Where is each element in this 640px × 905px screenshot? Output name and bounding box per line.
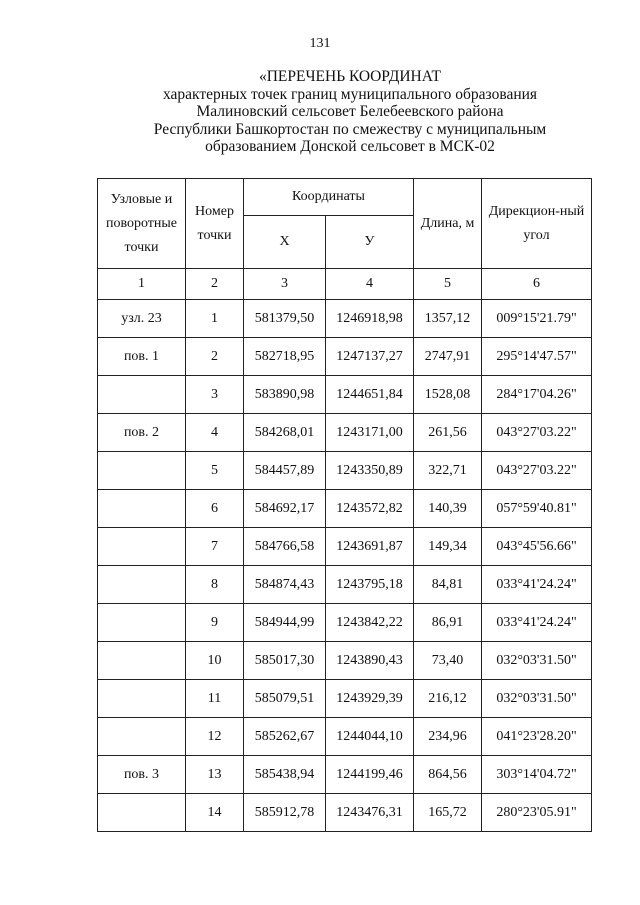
direction-angle-cell: 280°23'05.91" xyxy=(482,794,592,832)
length-cell: 2747,91 xyxy=(414,338,482,376)
length-cell: 86,91 xyxy=(414,604,482,642)
coordinates-table xyxy=(97,178,592,832)
header-point-number: Номер точки xyxy=(186,179,244,269)
direction-angle-cell: 033°41'24.24" xyxy=(482,566,592,604)
table-row xyxy=(98,680,592,718)
table-row xyxy=(98,718,592,756)
direction-angle-cell: 043°27'03.22" xyxy=(482,414,592,452)
header-direction-angle: Дирекцион-ный угол xyxy=(482,179,592,269)
length-cell: 1528,08 xyxy=(414,376,482,414)
column-number: 1 xyxy=(98,269,186,300)
column-number: 6 xyxy=(482,269,592,300)
table-row xyxy=(98,794,592,832)
document-heading xyxy=(100,68,600,156)
point-number-cell: 3 xyxy=(186,376,244,414)
x-coordinate-cell: 585017,30 xyxy=(244,642,326,680)
node-cell xyxy=(98,528,186,566)
y-coordinate-cell: 1243842,22 xyxy=(326,604,414,642)
y-coordinate-cell: 1244044,10 xyxy=(326,718,414,756)
x-coordinate-cell: 584692,17 xyxy=(244,490,326,528)
table-row xyxy=(98,604,592,642)
page-number: 131 xyxy=(309,36,331,51)
y-coordinate-cell: 1243350,89 xyxy=(326,452,414,490)
table-row xyxy=(98,338,592,376)
direction-angle-cell: 043°27'03.22" xyxy=(482,452,592,490)
table-row xyxy=(98,756,592,794)
table-row xyxy=(98,528,592,566)
x-coordinate-cell: 583890,98 xyxy=(244,376,326,414)
point-number-cell: 11 xyxy=(186,680,244,718)
column-number-row xyxy=(98,269,592,300)
header-node-points: Узловые и поворотные точки xyxy=(98,179,186,269)
node-cell xyxy=(98,376,186,414)
column-number: 2 xyxy=(186,269,244,300)
node-cell xyxy=(98,490,186,528)
direction-angle-cell: 032°03'31.50" xyxy=(482,680,592,718)
point-number-cell: 8 xyxy=(186,566,244,604)
point-number-cell: 5 xyxy=(186,452,244,490)
y-coordinate-cell: 1243572,82 xyxy=(326,490,414,528)
point-number-cell: 14 xyxy=(186,794,244,832)
x-coordinate-cell: 585079,51 xyxy=(244,680,326,718)
header-length: Длина, м xyxy=(414,179,482,269)
y-coordinate-cell: 1244651,84 xyxy=(326,376,414,414)
x-coordinate-cell: 585438,94 xyxy=(244,756,326,794)
node-cell xyxy=(98,718,186,756)
table-row xyxy=(98,414,592,452)
y-coordinate-cell: 1243476,31 xyxy=(326,794,414,832)
x-coordinate-cell: 585262,67 xyxy=(244,718,326,756)
node-cell: пов. 3 xyxy=(98,756,186,794)
direction-angle-cell: 033°41'24.24" xyxy=(482,604,592,642)
direction-angle-cell: 303°14'04.72" xyxy=(482,756,592,794)
node-cell xyxy=(98,642,186,680)
length-cell: 216,12 xyxy=(414,680,482,718)
point-number-cell: 9 xyxy=(186,604,244,642)
point-number-cell: 1 xyxy=(186,300,244,338)
length-cell: 261,56 xyxy=(414,414,482,452)
header-x: Х xyxy=(244,216,326,269)
point-number-cell: 7 xyxy=(186,528,244,566)
length-cell: 140,39 xyxy=(414,490,482,528)
table-row xyxy=(98,642,592,680)
x-coordinate-cell: 581379,50 xyxy=(244,300,326,338)
y-coordinate-cell: 1247137,27 xyxy=(326,338,414,376)
x-coordinate-cell: 582718,95 xyxy=(244,338,326,376)
x-coordinate-cell: 584268,01 xyxy=(244,414,326,452)
x-coordinate-cell: 584766,58 xyxy=(244,528,326,566)
direction-angle-cell: 057°59'40.81" xyxy=(482,490,592,528)
length-cell: 149,34 xyxy=(414,528,482,566)
y-coordinate-cell: 1243691,87 xyxy=(326,528,414,566)
direction-angle-cell: 041°23'28.20" xyxy=(482,718,592,756)
length-cell: 73,40 xyxy=(414,642,482,680)
node-cell: узл. 23 xyxy=(98,300,186,338)
node-cell: пов. 2 xyxy=(98,414,186,452)
table-row xyxy=(98,300,592,338)
node-cell xyxy=(98,452,186,490)
point-number-cell: 4 xyxy=(186,414,244,452)
table-row xyxy=(98,452,592,490)
length-cell: 234,96 xyxy=(414,718,482,756)
x-coordinate-cell: 585912,78 xyxy=(244,794,326,832)
heading-line: образованием Донской сельсовет в МСК-02 xyxy=(205,138,495,155)
length-cell: 165,72 xyxy=(414,794,482,832)
y-coordinate-cell: 1243890,43 xyxy=(326,642,414,680)
point-number-cell: 13 xyxy=(186,756,244,794)
direction-angle-cell: 284°17'04.26" xyxy=(482,376,592,414)
header-coordinates: Координаты xyxy=(244,179,414,216)
x-coordinate-cell: 584874,43 xyxy=(244,566,326,604)
length-cell: 84,81 xyxy=(414,566,482,604)
node-cell xyxy=(98,680,186,718)
x-coordinate-cell: 584944,99 xyxy=(244,604,326,642)
node-cell xyxy=(98,794,186,832)
direction-angle-cell: 009°15'21.79" xyxy=(482,300,592,338)
column-number: 3 xyxy=(244,269,326,300)
y-coordinate-cell: 1243929,39 xyxy=(326,680,414,718)
node-cell xyxy=(98,566,186,604)
node-cell xyxy=(98,604,186,642)
node-cell: пов. 1 xyxy=(98,338,186,376)
table-row xyxy=(98,490,592,528)
length-cell: 864,56 xyxy=(414,756,482,794)
table-row xyxy=(98,376,592,414)
direction-angle-cell: 032°03'31.50" xyxy=(482,642,592,680)
direction-angle-cell: 043°45'56.66" xyxy=(482,528,592,566)
heading-line: характерных точек границ муниципального образования xyxy=(162,85,538,103)
y-coordinate-cell: 1246918,98 xyxy=(326,300,414,338)
heading-line: Малиновский сельсовет Белебеевского района xyxy=(196,103,504,120)
point-number-cell: 2 xyxy=(186,338,244,376)
point-number-cell: 6 xyxy=(186,490,244,528)
header-y: У xyxy=(326,216,414,269)
x-coordinate-cell: 584457,89 xyxy=(244,452,326,490)
y-coordinate-cell: 1243171,00 xyxy=(326,414,414,452)
point-number-cell: 12 xyxy=(186,718,244,756)
heading-line: Республики Башкортостан по смежеству с муниципальным xyxy=(153,120,547,138)
point-number-cell: 10 xyxy=(186,642,244,680)
direction-angle-cell: 295°14'47.57" xyxy=(482,338,592,376)
column-number: 5 xyxy=(414,269,482,300)
length-cell: 322,71 xyxy=(414,452,482,490)
y-coordinate-cell: 1244199,46 xyxy=(326,756,414,794)
heading-line: «ПЕРЕЧЕНЬ КООРДИНАТ xyxy=(258,68,442,85)
column-number: 4 xyxy=(326,269,414,300)
table-row xyxy=(98,566,592,604)
y-coordinate-cell: 1243795,18 xyxy=(326,566,414,604)
length-cell: 1357,12 xyxy=(414,300,482,338)
